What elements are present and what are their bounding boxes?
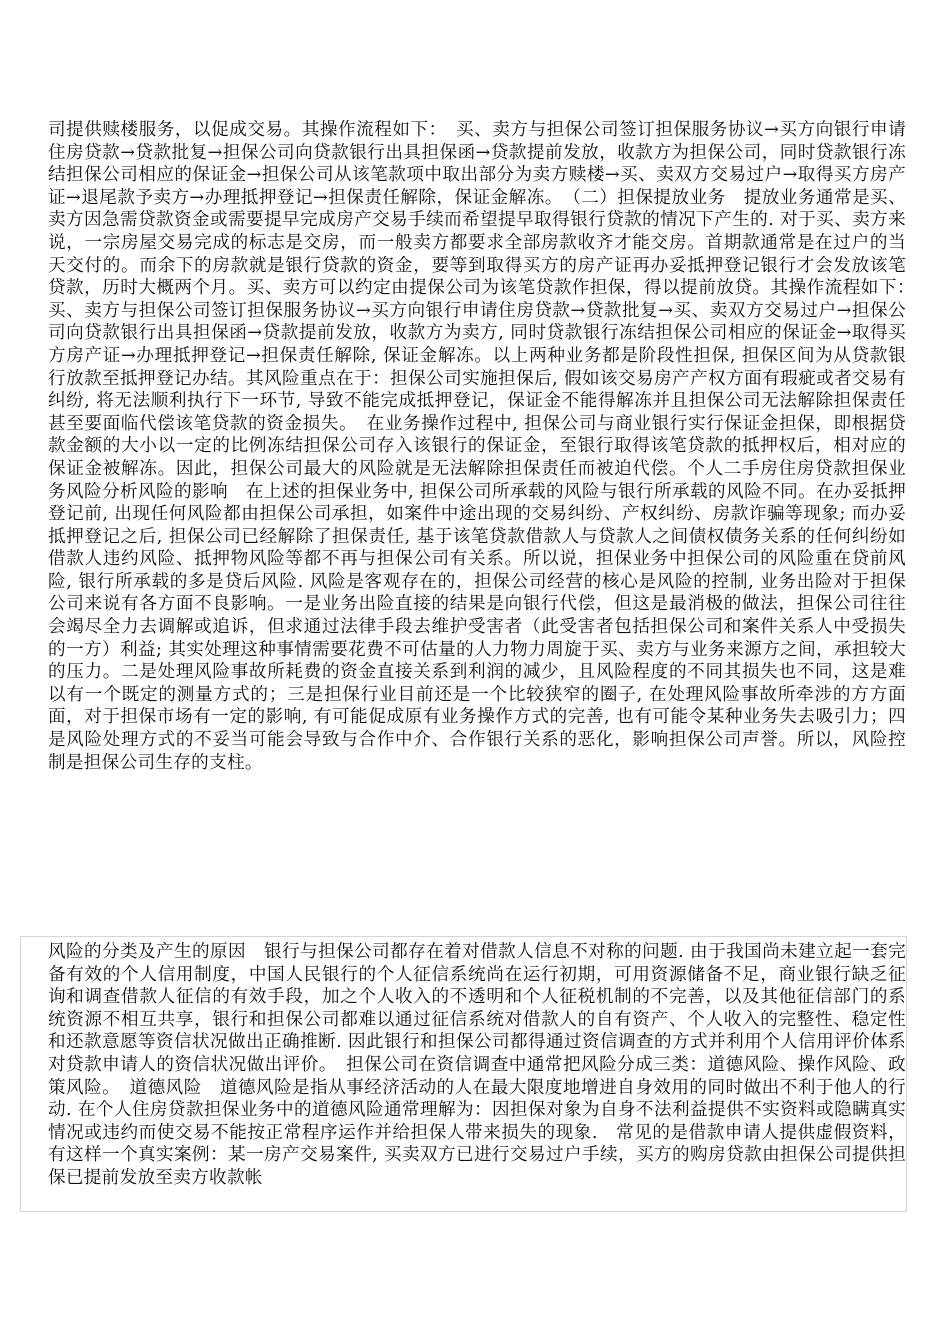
text-box-clip xyxy=(21,937,906,1209)
text-box-section-2 xyxy=(20,936,907,1212)
body-paragraph-section-2: 风险的分类及产生的原因 银行与担保公司都存在着对借款人信息不对称的问题. 由于我国尚未建立起一套完备有效的个人信用制度，中国人民银行的个人征信系统尚在运行初期，可用资源储备不足，商业银行缺乏征询和调查借款人征信的有效手段，加之个人收入的不透明和个人征税机制的不完善，以及其他征信部门的系统资源不相互共享，银行和担保公司都难以通过征信系统对借款人的自有资产、个人收入的完整性、稳定性和还款意愿等资信状况做出正确推断. 因此银行和担保公司都得通过资信调查的方式并利用个人信用评价体系对贷款申请人的资信状况做出评价。 担保公司在资信调查中通常把风险分成三类：道德风险、操作风险、政策风险。 道德风险 道德风险是指从事经济活动的人在最大限度地增进自身效用的同时做出不利于他人的行动. 在个人住房贷款担保业务中的道德风险通常理解为：因担保对象为自身不法利益提供不实资料或隐瞒真实情况或违约而使交易不能按正常程序运作并给担保人带来损失的现象. 常见的是借款申请人提供虚假资料，有这样一个真实案例：某一房产交易案件, 买卖双方已进行交易过户手续，买方的购房贷款由担保公司提供担保已提前发放至卖方收款帐 xyxy=(48,942,906,1188)
body-paragraph-section-1: 司提供赎楼服务，以促成交易。其操作流程如下： 买、卖方与担保公司签订担保服务协议→买方向银行申请住房贷款→贷款批复→担保公司向贷款银行出具担保函→贷款提前发放，收款方为担保公司，同时贷款银行冻结担保公司相应的保证金→担保公司从该笔款项中取出部分为卖方赎楼→买、卖双方交易过户→取得买方房产证→退尾款予卖方→办理抵押登记→担保责任解除，保证金解冻。 （二）担保提放业务 提放业务通常是买、卖方因急需贷款资金或需要提早完成房产交易手续而希望提早取得银行贷款的情况下产生的. 对于买、卖方来说，一宗房屋交易完成的标志是交房，而一般卖方都要求全部房款收齐才能交房。首期款通常是在过户的当天交付的。而余下的房款就是银行贷款的资金，要等到取得买方的房产证再办妥抵押登记银行才会发放该笔贷款，历时大概两个月。买、卖方可以约定由提保公司为该笔贷款作担保，得以提前放贷。其操作流程如下： 买、卖方与担保公司签订担保服务协议→买方向银行申请住房贷款→贷款批复→买、卖双方交易过户→担保公司向贷款银行出具担保函→贷款提前发放，收款方为卖方, 同时贷款银行冻结担保公司相应的保证金→取得买方房产证→办理抵押登记→担保责任解除, 保证金解冻。以上两种业务都是阶段性担保, 担保区间为从贷款银行放款至抵押登记办结。其风险重点在于：担保公司实施担保后, 假如该交易房产产权方面有瑕疵或者交易有纠纷, 将无法顺利执行下一环节, 导致不能完成抵押登记，保证金不能得解冻并且担保公司无法解除担保责任甚至要面临代偿该笔贷款的资金损失。 在业务操作过程中, 担保公司与商业银行实行保证金担保，即根据贷款金额的大小以一定的比例冻结担保公司存入该银行的保证金，至银行取得该笔贷款的抵押权后，相对应的保证金被解冻。因此，担保公司最大的风险就是无法解除担保责任而被迫代偿。个人二手房住房贷款担保业务风险分析风险的影响 在上述的担保业务中, 担保公司所承载的风险与银行所承载的风险不同。在办妥抵押登记前, 出现任何风险都由担保公司承担，如案件中途出现的交易纠纷、产权纠纷、房款诈骗等现象; 而办妥抵押登记之后, 担保公司已经解除了担保责任, 基于该笔贷款借款人与贷款人之间债权债务关系的任何纠纷如借款人违约风险、抵押物风险等都不再与担保公司有关系。所以说，担保业务中担保公司的风险重在贷前风险, 银行所承载的多是贷后风险. 风险是客观存在的，担保公司经营的核心是风险的控制, 业务出险对于担保公司来说有各方面不良影响。一是业务出险直接的结果是向银行代偿，但这是最消极的做法，担保公司往往会竭尽全力去调解或追诉，但求通过法律手段去维护受害者（此受害者包括担保公司和案件关系人中受损失的一方）利益; 其实处理这种事情需要花费不可估量的人力物力周旋于买、卖方与业务来源方之间，承担较大的压力。二是处理风险事故所耗费的资金直接关系到利润的减少，且风险程度的不同其损失也不同，这是难以有一个既定的测量方式的；三是担保行业目前还是一个比较狭窄的圈子, 在处理风险事故所牵涉的方方面面，对于担保市场有一定的影响, 有可能促成原有业务操作方式的完善, 也有可能令某种业务失去吸引力；四是风险处理方式的不妥当可能会导致与合作中介、合作银行关系的恶化，影响担保公司声誉。所以，风险控制是担保公司生存的支柱。 xyxy=(48,120,924,773)
